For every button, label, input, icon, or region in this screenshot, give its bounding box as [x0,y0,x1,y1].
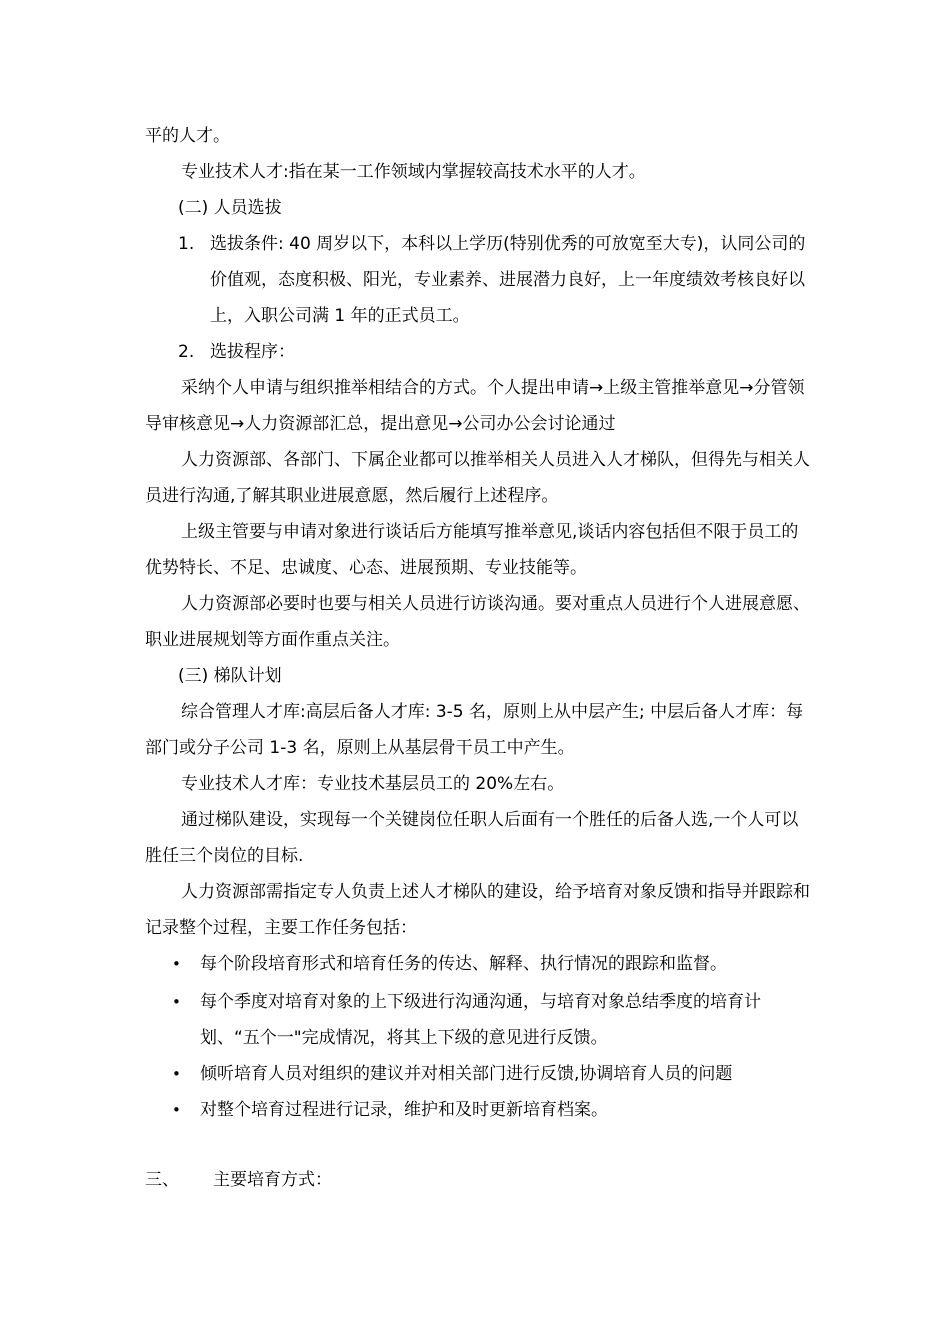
selection-procedure-label: 选拔程序： [210,342,295,362]
subheading-personnel-selection: (二) 人员选拔 [178,198,282,218]
selection-criteria-text: 选拔条件: 40 周岁以下，本科以上学历(特别优秀的可放宽至大专)，认同公司的价值观，态度积极、阳光，专业素养、进展潜力良好，上一年度绩效考核良好以上，入职公司满 1 年的正式员工。 [210,234,806,326]
paragraph-technical-talent-pool: 专业技术人才库：专业技术基层员工的 20%左右。 [181,774,565,794]
paragraph-management-talent-pool: 综合管理人才库:高层后备人才库: 3-5 名，原则上从中层产生; 中层后备人才库：每部门或分子公司 1-3 名，原则上从基层骨干员工中产生。 [145,702,804,758]
bullet-item: 每个季度对培育对象的上下级进行沟通沟通，与培育对象总结季度的培育计划、“五个一"完成情况，将其上下级的意见进行反馈。 [200,992,761,1048]
subheading-echelon-plan: (三) 梯队计划 [178,666,282,686]
paragraph-supervisor-interview: 上级主管要与申请对象进行谈话后方能填写推举意见,谈话内容包括但不限于员工的优势特长、不足、忠诚度、心态、进展预期、专业技能等。 [145,522,799,578]
bullet-icon: • [172,1065,181,1083]
paragraph-professional-talent-definition: 专业技术人才:指在某一工作领域内掌握较高技术水平的人才。 [181,162,646,182]
bullet-item: 倾听培育人员对组织的建议并对相关部门进行反馈,协调培育人员的问题 [200,1064,733,1084]
bullet-item: 对整个培育过程进行记录，维护和及时更新培育档案。 [200,1100,608,1120]
section-number: 三、 [145,1170,179,1190]
section-title: 主要培育方式： [213,1170,332,1190]
list-number-2: 2. [178,342,195,362]
bullet-icon: • [172,1101,181,1119]
bullet-icon: • [172,993,181,1011]
list-number-1: 1. [178,234,195,254]
paragraph-recommendation: 人力资源部、各部门、下属企业都可以推举相关人员进入人才梯队，但得先与相关人员进行沟通,了解其职业进展意愿，然后履行上述程序。 [145,450,810,506]
paragraph-continuation: 平的人才。 [145,126,230,146]
paragraph-hr-responsibility: 人力资源部需指定专人负责上述人才梯队的建设，给予培育对象反馈和指导并跟踪和记录整个过程，主要工作任务包括： [145,882,810,938]
bullet-icon: • [172,955,181,973]
paragraph-procedure-flow: 采纳个人申请与组织推举相结合的方式。个人提出申请→上级主管推举意见→分管领导审核意见→人力资源部汇总，提出意见→公司办公会讨论通过 [145,378,805,434]
bullet-item: 每个阶段培育形式和培育任务的传达、解释、执行情况的跟踪和监督。 [200,954,727,974]
paragraph-hr-interview: 人力资源部必要时也要与相关人员进行访谈沟通。要对重点人员进行个人进展意愿、职业进展规划等方面作重点关注。 [145,594,810,650]
paragraph-echelon-goal: 通过梯队建设，实现每一个关键岗位任职人后面有一个胜任的后备人选,一个人可以胜任三个岗位的目标. [145,810,799,866]
